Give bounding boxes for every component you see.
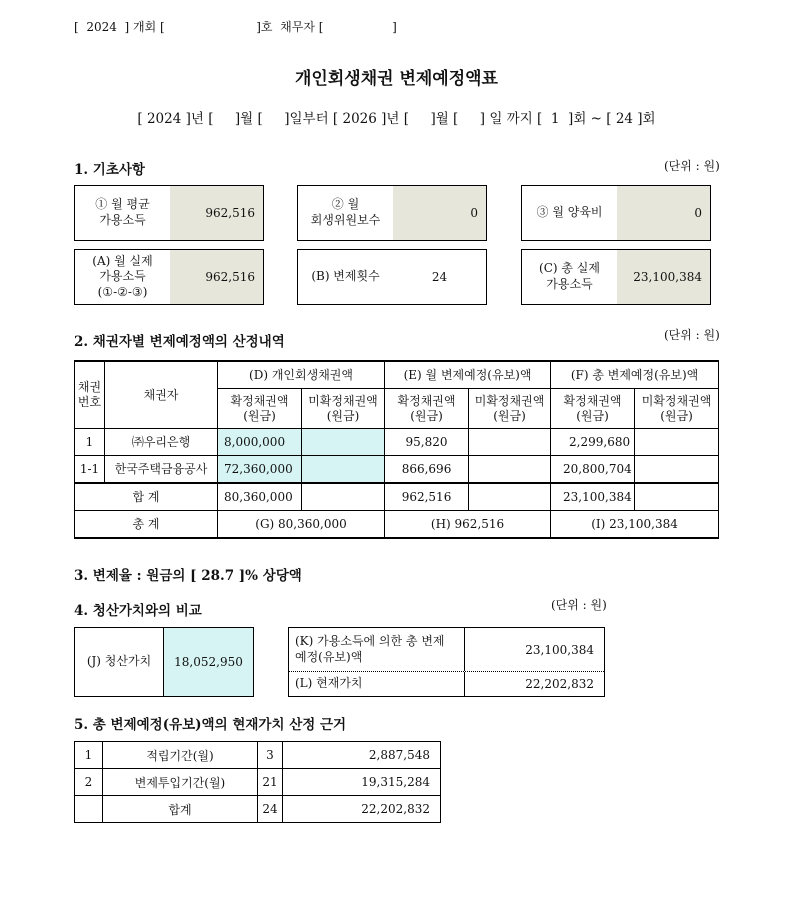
sum-f-unconfirmed <box>635 483 719 511</box>
pv-no: 1 <box>75 742 103 769</box>
sub-d-unconfirmed: 미확정채권액 (원금) <box>302 389 385 429</box>
J-label: (J) 청산가치 <box>75 628 164 696</box>
sub-e-confirmed: 확정채권액 (원금) <box>385 389 469 429</box>
row-d-confirmed: 72,360,000 <box>218 456 302 484</box>
section2-unit: (단위 : 원) <box>664 328 720 342</box>
sub-f-confirmed: 확정채권액 (원금) <box>551 389 635 429</box>
J-value: 18,052,950 <box>164 628 253 696</box>
sub-f-unconfirmed: 미확정채권액 (원금) <box>635 389 719 429</box>
col-e-header: (E) 월 변제예정(유보)액 <box>385 361 551 389</box>
boxB-value: 24 <box>431 270 448 284</box>
col-f-header: (F) 총 변제예정(유보)액 <box>551 361 719 389</box>
section1-unit: (단위 : 원) <box>664 159 720 173</box>
row-f-confirmed: 2,299,680 <box>551 429 635 456</box>
table-row <box>75 429 719 456</box>
box-liquidation-value <box>74 627 254 697</box>
row-f-unconfirmed <box>635 456 719 484</box>
comparison-table <box>288 627 605 697</box>
K-label: (K) 가용소득에 의한 총 변제 예정(유보)액 <box>289 628 465 671</box>
debtor-close: ] <box>392 20 397 34</box>
box3-label: ③ 월 양육비 <box>536 205 603 220</box>
col-d-header: (D) 개인회생채권액 <box>218 361 385 389</box>
row-creditor: ㈜우리은행 <box>105 429 218 456</box>
pv-label: 변제투입기간(월) <box>103 769 258 796</box>
pv-total-label: 합계 <box>103 796 258 823</box>
row-no: 1 <box>75 429 105 456</box>
sum-e-confirmed: 962,516 <box>385 483 469 511</box>
box-total-income <box>521 249 711 305</box>
total-label: 총 계 <box>75 511 218 539</box>
sum-label: 합 계 <box>75 483 218 511</box>
pv-total-amount: 22,202,832 <box>283 796 441 823</box>
pv-no: 2 <box>75 769 103 796</box>
case-number-label: ]호 <box>256 20 273 34</box>
pv-amount: 19,315,284 <box>283 769 441 796</box>
row-d-confirmed: 8,000,000 <box>218 429 302 456</box>
sub-e-unconfirmed: 미확정채권액 (원금) <box>469 389 551 429</box>
pv-amount: 2,887,548 <box>283 742 441 769</box>
section1-heading: 1. 기초사항 <box>74 162 145 178</box>
box1-label: ① 월 평균 가용소득 <box>95 197 150 227</box>
sub-d-confirmed: 확정채권액 (원금) <box>218 389 302 429</box>
col-no-header: 채권 번호 <box>75 361 105 429</box>
table-row <box>75 456 719 484</box>
row-e-unconfirmed <box>469 456 551 484</box>
box-trustee-fee <box>297 185 487 241</box>
box-avg-income <box>74 185 264 241</box>
section3-heading: 3. 변제율 : 원금의 [ 28.7 ]% 상당액 <box>74 568 302 584</box>
box2-value: 0 <box>393 186 486 240</box>
row-d-unconfirmed <box>302 429 385 456</box>
sum-f-confirmed: 23,100,384 <box>551 483 635 511</box>
pv-count: 3 <box>258 742 283 769</box>
present-value-table <box>74 741 441 823</box>
total-i: (I) 23,100,384 <box>551 511 719 539</box>
L-value: 22,202,832 <box>525 677 594 691</box>
repayment-period: [ 2024 ]년 [ ]월 [ ]일부터 [ 2026 ]년 [ ]월 [ ] 일 까지 [ 1 ]회 ~ [ 24 ]회 <box>137 111 656 127</box>
col-creditor-header: 채권자 <box>105 361 218 429</box>
boxC-value: 23,100,384 <box>617 250 710 304</box>
K-value: 23,100,384 <box>525 642 594 657</box>
boxA-label: (A) 월 실제 가용소득 (①-②-③) <box>92 253 153 299</box>
row-e-confirmed: 95,820 <box>385 429 469 456</box>
L-label: (L) 현재가치 <box>289 672 465 696</box>
box-repay-count <box>297 249 487 305</box>
case-year: 2024 <box>86 20 117 34</box>
section5-heading: 5. 총 변제예정(유보)액의 현재가치 산정 근거 <box>74 717 347 733</box>
total-h: (H) 962,516 <box>385 511 551 539</box>
row-e-unconfirmed <box>469 429 551 456</box>
row-creditor: 한국주택금융공사 <box>105 456 218 484</box>
row-e-confirmed: 866,696 <box>385 456 469 484</box>
creditor-table <box>74 360 719 539</box>
box3-value: 0 <box>617 186 710 240</box>
total-g: (G) 80,360,000 <box>218 511 385 539</box>
boxB-label: (B) 변제횟수 <box>311 269 380 284</box>
row-f-unconfirmed <box>635 429 719 456</box>
section2-heading: 2. 채권자별 변제예정액의 산정내역 <box>74 334 285 350</box>
pv-label: 적립기간(월) <box>103 742 258 769</box>
case-header: [ 2024 ] 개회 [ ]호 채무자 [ ] <box>74 20 397 34</box>
row-d-unconfirmed <box>302 456 385 484</box>
sum-d-confirmed: 80,360,000 <box>218 483 302 511</box>
box2-label: ② 월 회생위원보수 <box>310 197 381 227</box>
section4-heading: 4. 청산가치와의 비교 <box>74 603 202 619</box>
box1-value: 962,516 <box>170 186 263 240</box>
row-f-confirmed: 20,800,704 <box>551 456 635 484</box>
pv-total-no <box>75 796 103 823</box>
boxC-label: (C) 총 실제 가용소득 <box>539 261 600 291</box>
sum-row <box>75 483 719 511</box>
row-no: 1-1 <box>75 456 105 484</box>
box-child-support <box>521 185 711 241</box>
pv-count: 21 <box>258 769 283 796</box>
pv-total-count: 24 <box>258 796 283 823</box>
total-row <box>75 511 719 539</box>
sum-d-unconfirmed <box>302 483 385 511</box>
debtor-label: 채무자 [ <box>280 20 324 34</box>
boxA-value: 962,516 <box>170 250 263 304</box>
sum-e-unconfirmed <box>469 483 551 511</box>
table-row <box>75 769 441 796</box>
pv-total-row <box>75 796 441 823</box>
table-row <box>75 742 441 769</box>
page-title: 개인회생채권 변제예정액표 <box>295 69 498 89</box>
section4-unit: (단위 : 원) <box>551 598 607 612</box>
box-actual-income <box>74 249 264 305</box>
case-court-label: ] 개회 [ <box>124 20 165 34</box>
